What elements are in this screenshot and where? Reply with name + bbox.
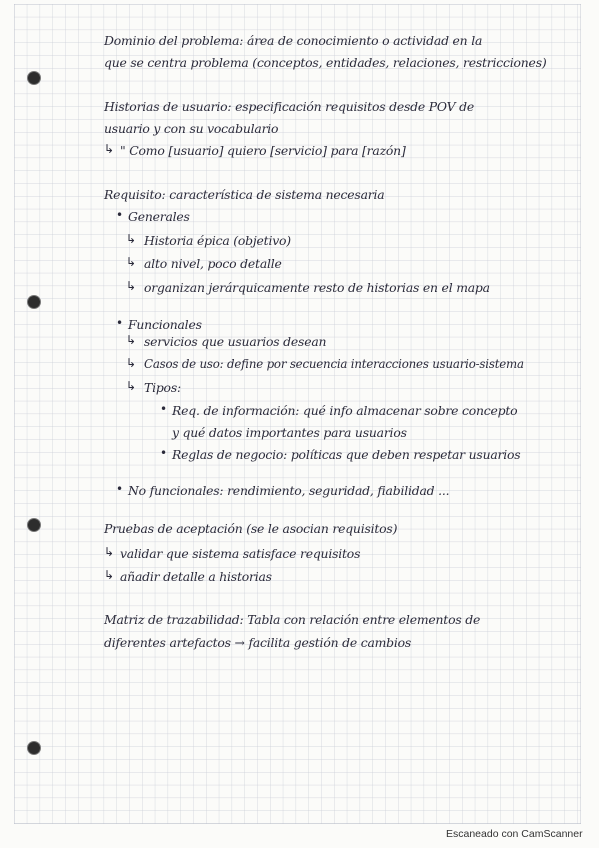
bullet-icon: • <box>116 316 124 330</box>
note-line: Dominio del problema: área de conocimiento o actividad en la <box>104 33 483 48</box>
arrow-icon: ↳ <box>126 255 137 269</box>
note-line: alto nivel, poco detalle <box>144 256 282 271</box>
bullet-icon: • <box>116 208 124 222</box>
arrow-icon: ↳ <box>126 232 137 246</box>
note-line: Historias de usuario: especificación requisitos desde POV de <box>104 99 474 114</box>
arrow-icon: ↳ <box>104 568 115 582</box>
binder-hole <box>28 296 40 308</box>
note-line: Reglas de negocio: políticas que deben respetar usuarios <box>172 447 521 462</box>
binder-hole <box>28 519 40 531</box>
note-line: Funcionales <box>128 317 202 332</box>
arrow-icon: ↳ <box>104 142 115 156</box>
arrow-icon: ↳ <box>126 379 137 393</box>
note-line: diferentes artefactos → facilita gestión de cambios <box>104 635 412 650</box>
bullet-icon: • <box>160 402 168 416</box>
note-line: Casos de uso: define por secuencia interacciones usuario-sistema <box>144 357 524 371</box>
note-line: Tipos: <box>144 380 181 395</box>
note-line: validar que sistema satisface requisitos <box>120 546 361 561</box>
note-line: que se centra problema (conceptos, entidades, relaciones, restricciones) <box>104 55 547 70</box>
arrow-icon: ↳ <box>126 356 137 370</box>
note-line: organizan jerárquicamente resto de historias en el mapa <box>144 280 490 295</box>
binder-hole <box>28 742 40 754</box>
note-line: Pruebas de aceptación (se le asocian requisitos) <box>104 521 398 536</box>
binder-hole <box>28 72 40 84</box>
arrow-icon: ↳ <box>126 279 137 293</box>
note-line: Requisito: característica de sistema necesaria <box>104 187 385 202</box>
note-line: Req. de información: qué info almacenar sobre concepto <box>172 403 518 418</box>
note-line: servicios que usuarios desean <box>144 334 327 349</box>
note-line: y qué datos importantes para usuarios <box>172 425 407 440</box>
note-line: añadir detalle a historias <box>120 569 272 584</box>
arrow-icon: ↳ <box>126 333 137 347</box>
note-line: Historia épica (objetivo) <box>144 233 291 248</box>
note-line: Generales <box>128 209 190 224</box>
arrow-icon: ↳ <box>104 545 115 559</box>
note-line: Matriz de trazabilidad: Tabla con relación entre elementos de <box>104 612 481 627</box>
note-line: " Como [usuario] quiero [servicio] para [razón] <box>120 143 406 158</box>
note-line: usuario y con su vocabulario <box>104 121 279 136</box>
scanner-watermark: Escaneado con CamScanner <box>446 828 583 840</box>
bullet-icon: • <box>160 446 168 460</box>
note-line: No funcionales: rendimiento, seguridad, fiabilidad ... <box>128 483 450 498</box>
bullet-icon: • <box>116 482 124 496</box>
